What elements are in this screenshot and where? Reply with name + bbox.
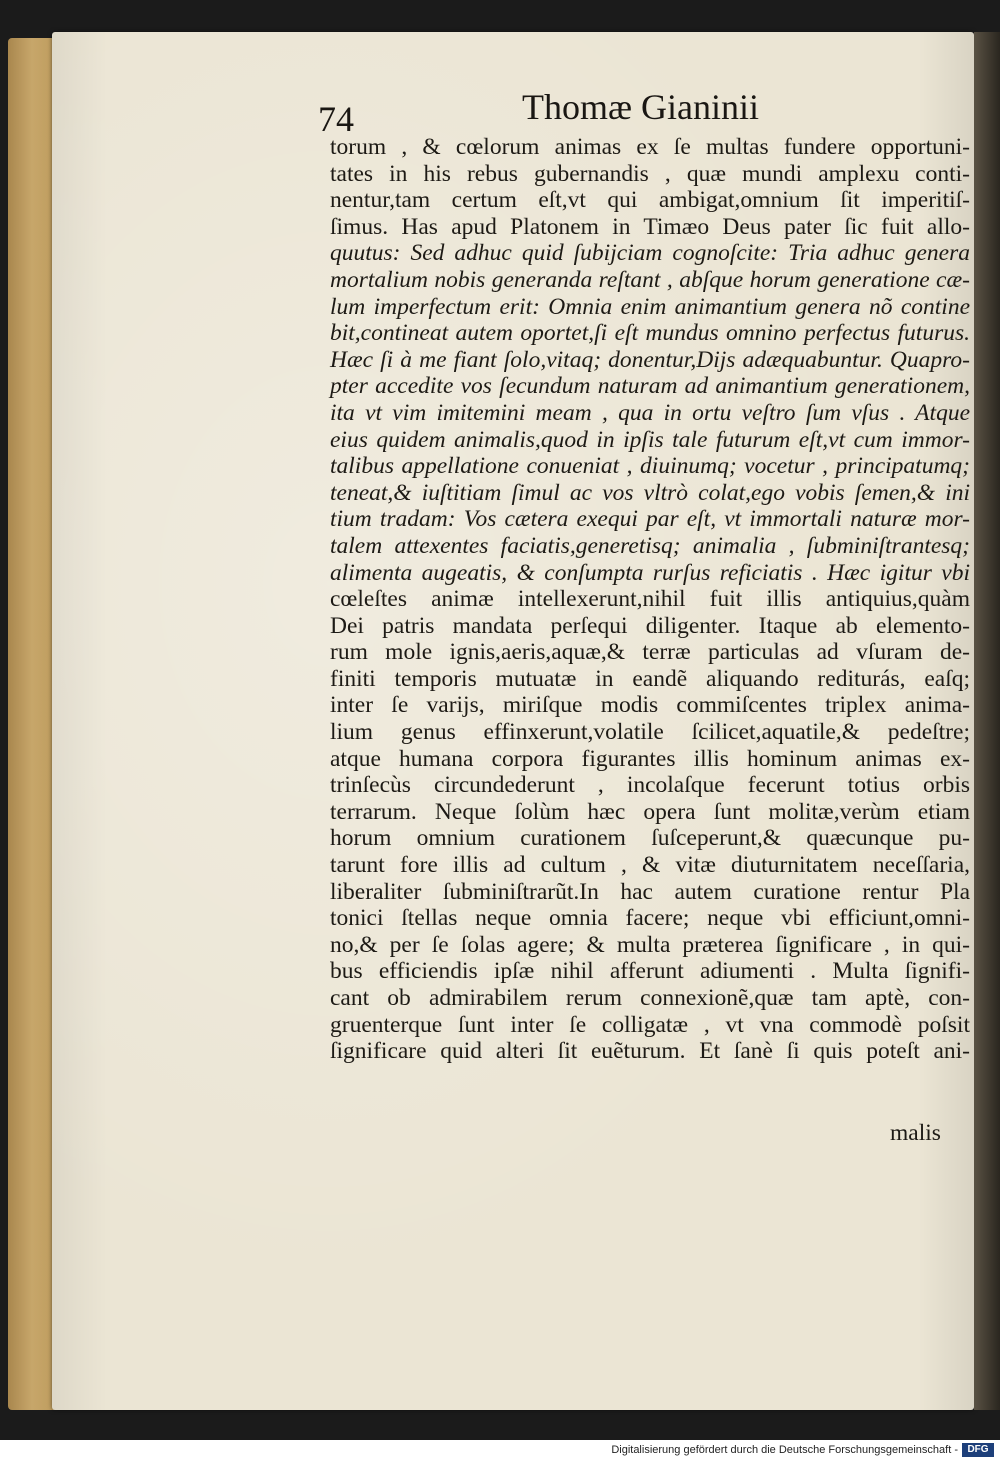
- text-line: tonici ſtellas neque omnia facere; neque vbi efficiunt,omni-: [330, 905, 970, 932]
- text-line: torum , & cœlorum animas ex ſe multas fundere opportuni-: [330, 134, 970, 160]
- text-line: bit,contineat autem oportet,ſi eſt mundus omnino perfectus futurus.: [330, 320, 970, 347]
- text-line: atque humana corpora figurantes illis hominum animas ex-: [330, 745, 970, 772]
- dfg-logo-icon: DFG: [962, 1443, 994, 1457]
- text-line: alimenta augeatis, & conſumpta rurſus reficiatis . Hæc igitur vbi: [330, 559, 970, 586]
- text-line: bus efficiendis ipſæ nihil afferunt adiumenti . Multa ſignifi-: [330, 958, 970, 985]
- text-line: talibus appellatione conueniat , diuinumq; vocetur , principatumq;: [330, 453, 970, 480]
- text-line: Dei patris mandata perſequi diligenter. Itaque ab elemento-: [330, 612, 970, 639]
- text-line: terrarum. Neque ſolùm hæc opera ſunt molitæ,verùm etiam: [330, 798, 970, 825]
- text-line: liberaliter ſubminiſtrarũt.In hac autem curatione rentur Pla: [330, 878, 970, 905]
- text-line: finiti temporis mutuatæ in eandẽ aliquando rediturás, eaſq;: [330, 665, 970, 692]
- text-line: gruenterque ſunt inter ſe colligatæ , vt vna commodè poſsit: [330, 1011, 970, 1038]
- text-line: eius quidem animalis,quod in ipſis tale futurum eſt,vt cum immor-: [330, 426, 970, 453]
- text-line: no,& per ſe ſolas agere; & multa præterea ſignificare , in qui-: [330, 931, 970, 958]
- text-line: inter ſe varijs, miriſque modis commiſcentes triplex anima-: [330, 692, 970, 719]
- text-line: nentur,tam certum eſt,vt qui ambigat,omnium ſit imperitiſ-: [330, 187, 970, 214]
- text-line: mortalium nobis generanda reſtant , abſque horum generatione cæ-: [330, 266, 970, 293]
- catchword: malis: [890, 1120, 941, 1146]
- text-line: lium genus effinxerunt,volatile ſcilicet,aquatile,& pedeſtre;: [330, 719, 970, 746]
- text-line: cœleſtes animæ intellexerunt,nihil fuit illis antiquius,quàm: [330, 586, 970, 613]
- text-line: pter accedite vos ſecundum naturam ad animantium generationem,: [330, 373, 970, 400]
- text-line: cant ob admirabilem rerum connexionẽ,quæ tam aptè, con-: [330, 985, 970, 1011]
- text-line: tarunt fore illis ad cultum , & vitæ diuturnitatem neceſſaria,: [330, 852, 970, 879]
- facing-page-edge: [974, 32, 1000, 1410]
- text-line: lum imperfectum erit: Omnia enim animantium genera nõ contine: [330, 293, 970, 320]
- text-line: horum omnium curationem ſuſceperunt,& quæcunque pu-: [330, 825, 970, 852]
- text-line: teneat,& iuſtitiam ſimul ac vos vltrò colat,ego vobis ſemen,& ini: [330, 479, 970, 506]
- text-line: quutus: Sed adhuc quid ſubijciam cognoſcite: Tria adhuc genera: [330, 240, 970, 267]
- running-head: Thomæ Gianinii: [522, 87, 759, 127]
- body-text: [330, 134, 970, 1065]
- text-line: tium tradam: Vos cætera exequi par eſt, vt immortali naturæ mor-: [330, 506, 970, 533]
- text-line: ſignificare quid alteri ſit euẽturum. Et ſanè ſi quis poteſt ani-: [330, 1038, 970, 1065]
- text-line: ita vt vim imitemini meam , qua in ortu veſtro ſum vſus . Atque: [330, 399, 970, 426]
- text-line: trinſecùs circundederunt , incolaſque fecerunt totius orbis: [330, 772, 970, 799]
- footer-bar: [0, 1440, 1000, 1462]
- text-line: talem attexentes faciatis,generetisq; animalia , ſubminiſtrantesq;: [330, 532, 970, 559]
- text-line: ſimus. Has apud Platonem in Timæo Deus pater ſic fuit allo-: [330, 213, 970, 240]
- funding-credit: Digitalisierung gefördert durch die Deutsche Forschungsgemeinschaft -: [611, 1444, 958, 1456]
- text-line: rum mole ignis,aeris,aquæ,& terræ particulas ad vſuram de-: [330, 639, 970, 666]
- text-line: tates in his rebus gubernandis , quæ mundi amplexu conti-: [330, 160, 970, 187]
- page-number: 74: [318, 99, 354, 139]
- text-line: Hæc ſi à me fiant ſolo,vitaq; donentur,Dijs adæquabuntur. Quapro-: [330, 346, 970, 373]
